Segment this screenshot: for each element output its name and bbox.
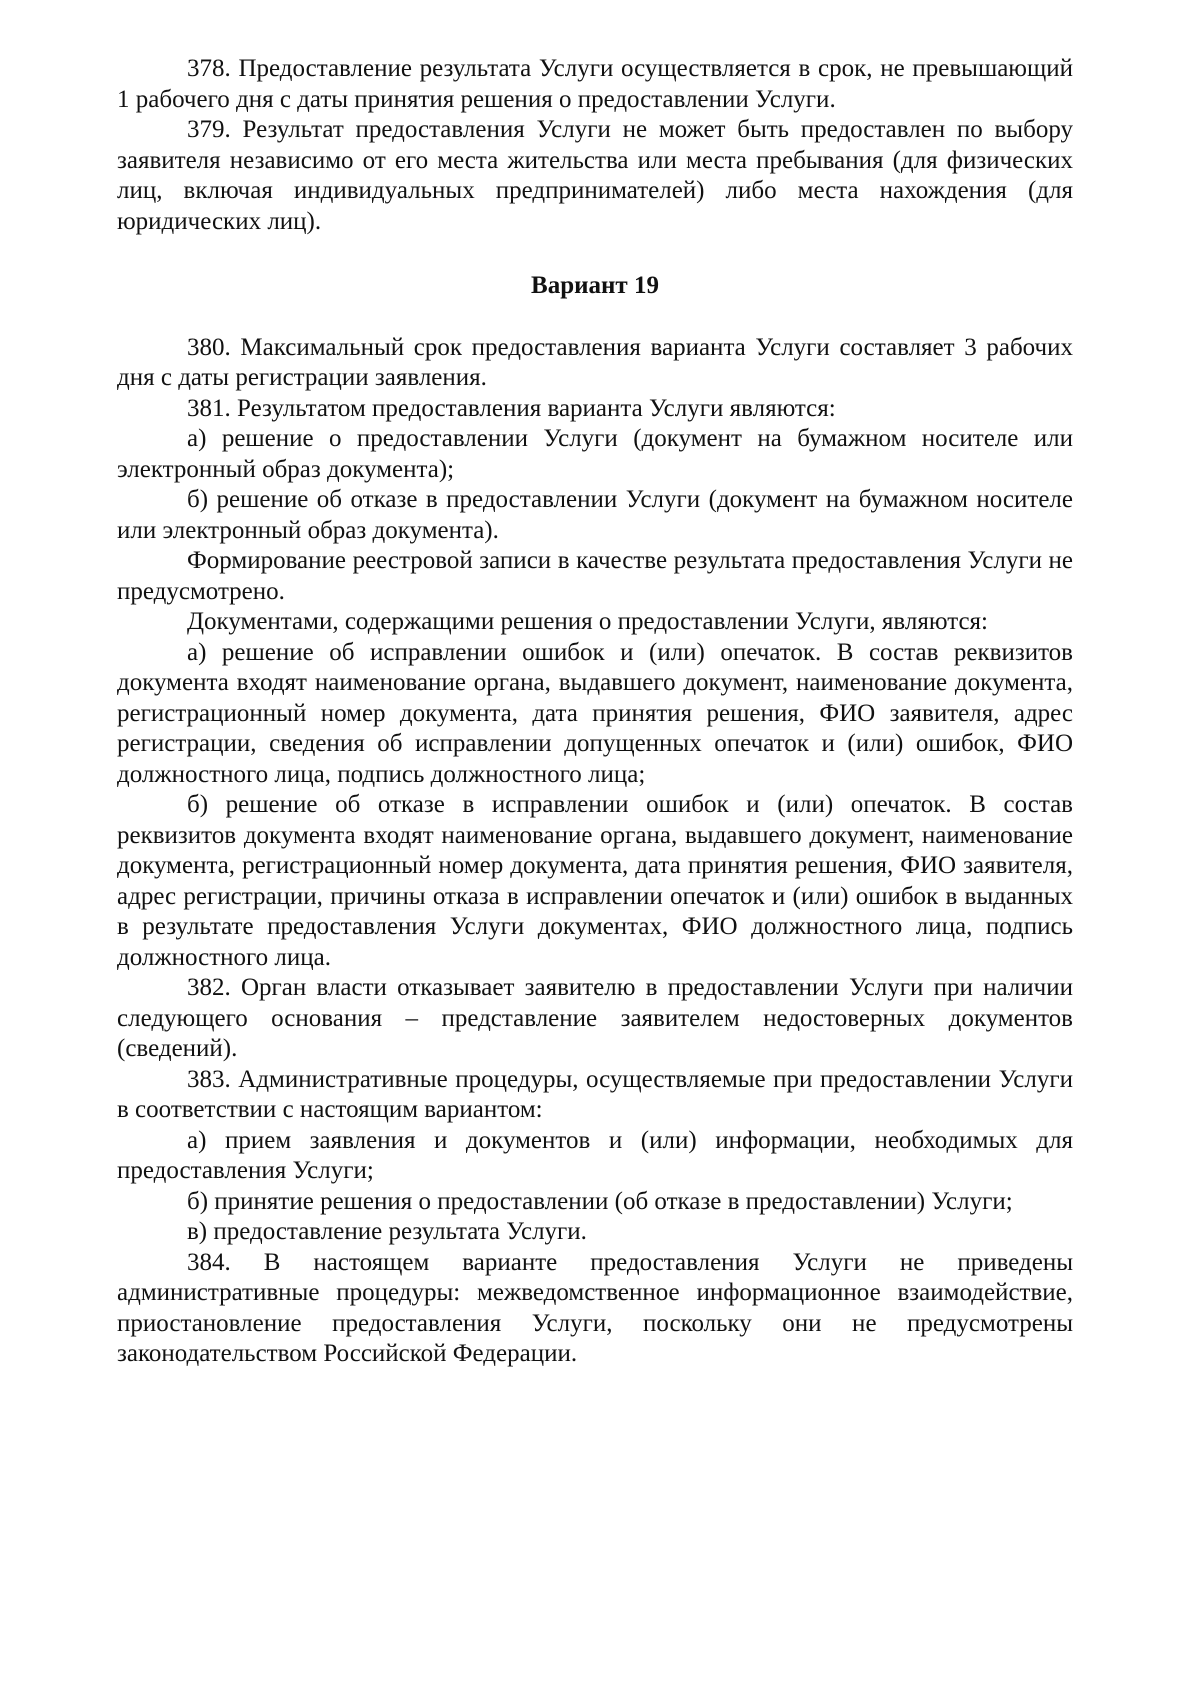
list-item-decision-a: а) решение об исправлении ошибок и (или) опечаток. В состав реквизитов документа входят наименование органа, выдавшего документ, наименование документа, регистрационный номер документа, дата принятия решения, ФИО заявителя, адрес регистрации, сведения об исправлении допущенных опечаток и (или) ошибок, ФИО должностного лица, подпись должностного лица; — [117, 638, 1073, 788]
paragraph-381: 381. Результатом предоставления варианта Услуги являются: — [187, 394, 836, 422]
paragraph-registry-record: Формирование реестровой записи в качестве результата предоставления Услуги не предусмотрено. — [117, 547, 1073, 605]
list-item-383-b: б) принятие решения о предоставлении (об отказе в предоставлении) Услуги; — [187, 1187, 1013, 1215]
list-item-383-c: в) предоставление результата Услуги. — [187, 1218, 587, 1245]
list-item-383-a: а) прием заявления и документов и (или) информации, необходимых для предоставления Услуги; — [117, 1126, 1073, 1184]
paragraph-380: 380. Максимальный срок предоставления варианта Услуги составляет 3 рабочих дня с даты регистрации заявления. — [117, 333, 1073, 391]
paragraph-decision-documents: Документами, содержащими решения о предоставлении Услуги, являются: — [187, 608, 988, 635]
document-page — [117, 54, 1073, 1370]
paragraph-383: 383. Административные процедуры, осуществляемые при предоставлении Услуги в соответствии с настоящим вариантом: — [117, 1065, 1073, 1123]
paragraph-378: 378. Предоставление результата Услуги осуществляется в срок, не превышающий 1 рабочего дня с даты принятия решения о предоставлении Услуги. — [117, 55, 1073, 113]
list-item-381-b: б) решение об отказе в предоставлении Услуги (документ на бумажном носителе или электронный образ документа). — [117, 486, 1073, 544]
paragraph-379: 379. Результат предоставления Услуги не может быть предоставлен по выбору заявителя независимо от его места жительства или места пребывания (для физических лиц, включая индивидуальных предпринимателей) либо места нахождения (для юридических лиц). — [117, 116, 1073, 235]
list-item-381-a: а) решение о предоставлении Услуги (документ на бумажном носителе или электронный образ документа); — [117, 425, 1073, 483]
section-heading: Вариант 19 — [531, 272, 659, 299]
paragraph-382: 382. Орган власти отказывает заявителю в предоставлении Услуги при наличии следующего основания – представление заявителем недостоверных документов (сведений). — [117, 974, 1073, 1062]
paragraph-384: 384. В настоящем варианте предоставления Услуги не приведены административные процедуры: межведомственное информационное взаимодействие, приостановление предоставления Услуги, поскольку они не предусмотрены законодательством Российской Федерации. — [117, 1248, 1073, 1367]
list-item-decision-b: б) решение об отказе в исправлении ошибок и (или) опечаток. В состав реквизитов документа входят наименование органа, выдавшего документ, наименование документа, регистрационный номер документа, дата принятия решения, ФИО заявителя, адрес регистрации, причины отказа в исправлении опечаток и (или) ошибок в выданных в результате предоставления Услуги документах, ФИО должностного лица, подпись должностного лица. — [117, 791, 1073, 971]
